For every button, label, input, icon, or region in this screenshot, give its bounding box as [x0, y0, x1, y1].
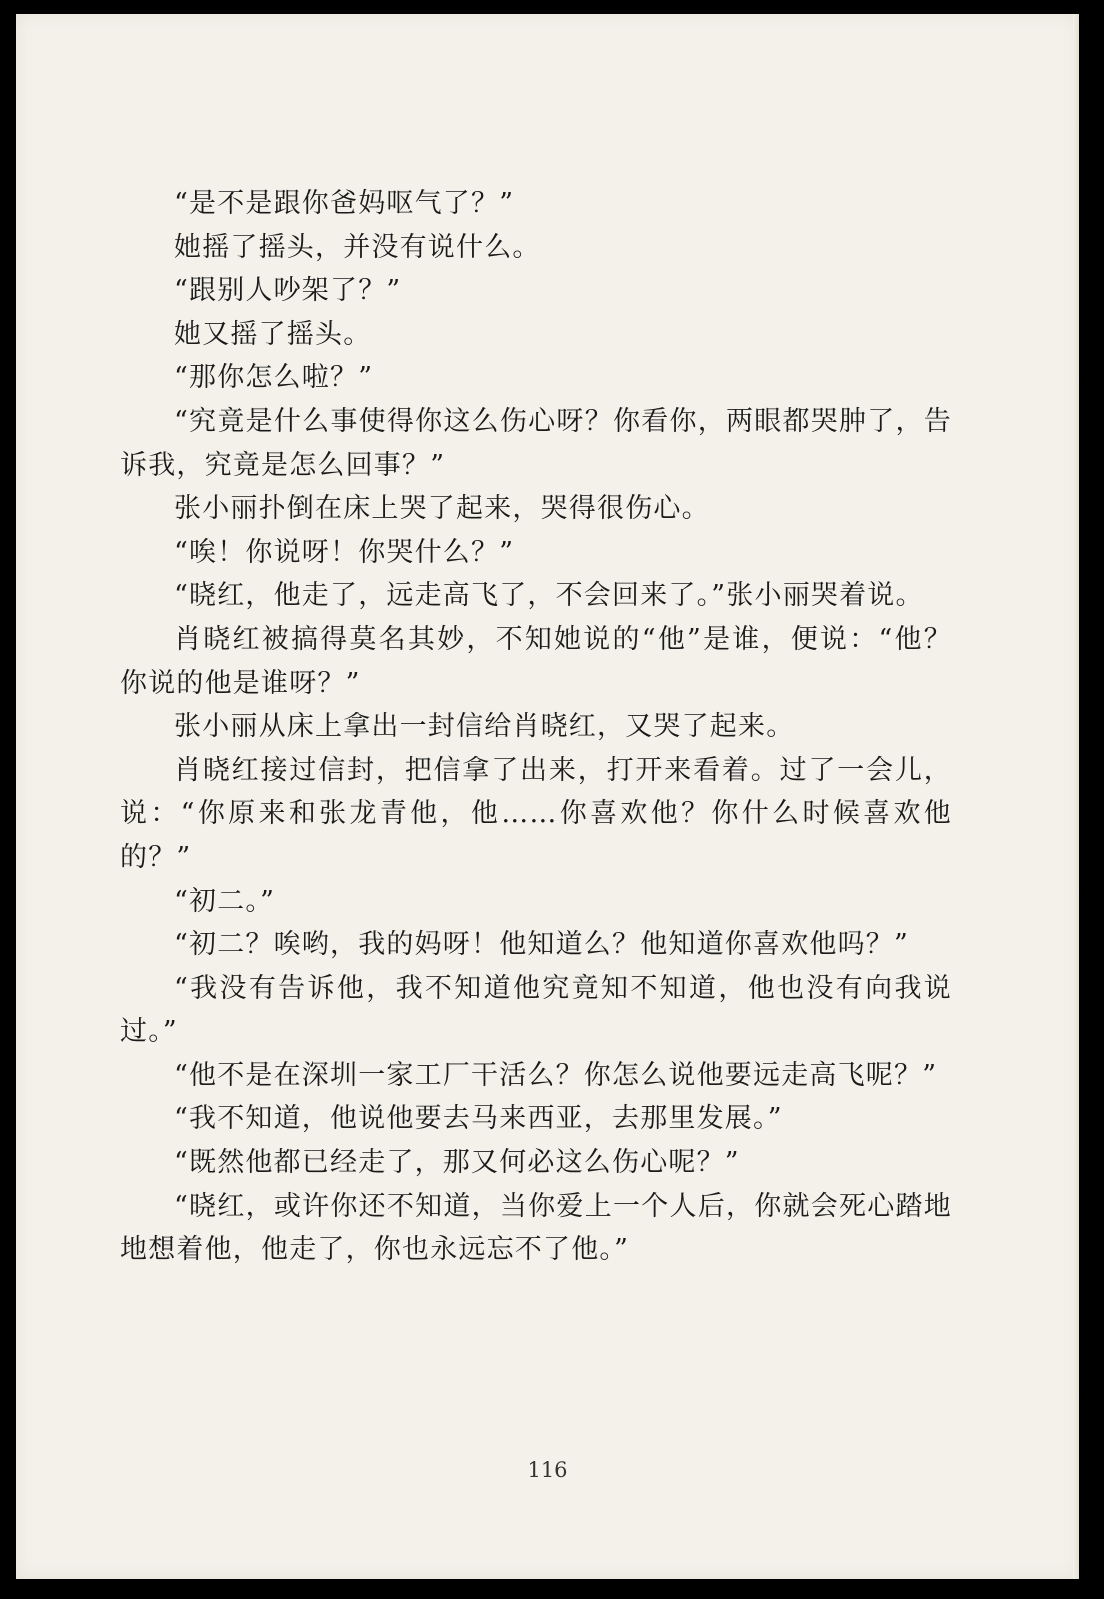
paragraph: 肖晓红接过信封，把信拿了出来，打开来看着。过了一会儿，说：“你原来和张龙青他，他……你喜欢他？你什么时候喜欢他的？” — [120, 754, 952, 873]
paragraph: “初二？唉哟，我的妈呀！他知道么？他知道你喜欢他吗？” — [174, 929, 910, 961]
paragraph: 肖晓红被搞得莫名其妙，不知她说的“他”是谁，便说：“他？你说的他是谁呀？” — [120, 623, 952, 699]
page-edge — [1073, 14, 1079, 1579]
paragraph: “晓红，或许你还不知道，当你爱上一个人后，你就会死心踏地地想着他，他走了，你也永远忘不了他。” — [120, 1190, 952, 1266]
paragraph: “他不是在深圳一家工厂干活么？你怎么说他要远走高飞呢？” — [174, 1059, 938, 1091]
paragraph: “我不知道，他说他要去马来西亚，去那里发展。” — [174, 1103, 783, 1135]
paragraph: “究竟是什么事使得你这么伤心呀？你看你，两眼都哭肿了，告诉我，究竟是怎么回事？” — [120, 405, 952, 481]
paragraph: 她摇了摇头，并没有说什么。 — [174, 231, 541, 263]
paragraph: “晓红，他走了，远走高飞了，不会回来了。”张小丽哭着说。 — [174, 580, 924, 612]
paragraph: “我没有告诉他，我不知道他究竟知不知道，他也没有向我说过。” — [120, 972, 952, 1048]
paragraph: “是不是跟你爸妈呕气了？” — [174, 188, 515, 219]
page-number: 116 — [527, 1458, 568, 1482]
paragraph: “初二。” — [174, 885, 276, 917]
paragraph: 她又摇了摇头。 — [174, 318, 372, 350]
body-text — [120, 182, 952, 1272]
book-page — [16, 14, 1079, 1579]
paragraph: “跟别人吵架了？” — [174, 275, 402, 307]
paragraph: “那你怎么啦？” — [174, 362, 374, 394]
paragraph: “既然他都已经走了，那又何必这么伤心呢？” — [174, 1147, 740, 1179]
paragraph: 张小丽从床上拿出一封信给肖晓红，又哭了起来。 — [174, 711, 795, 743]
paragraph: 张小丽扑倒在床上哭了起来，哭得很伤心。 — [174, 493, 710, 525]
paragraph: “唉！你说呀！你哭什么？” — [174, 536, 515, 568]
